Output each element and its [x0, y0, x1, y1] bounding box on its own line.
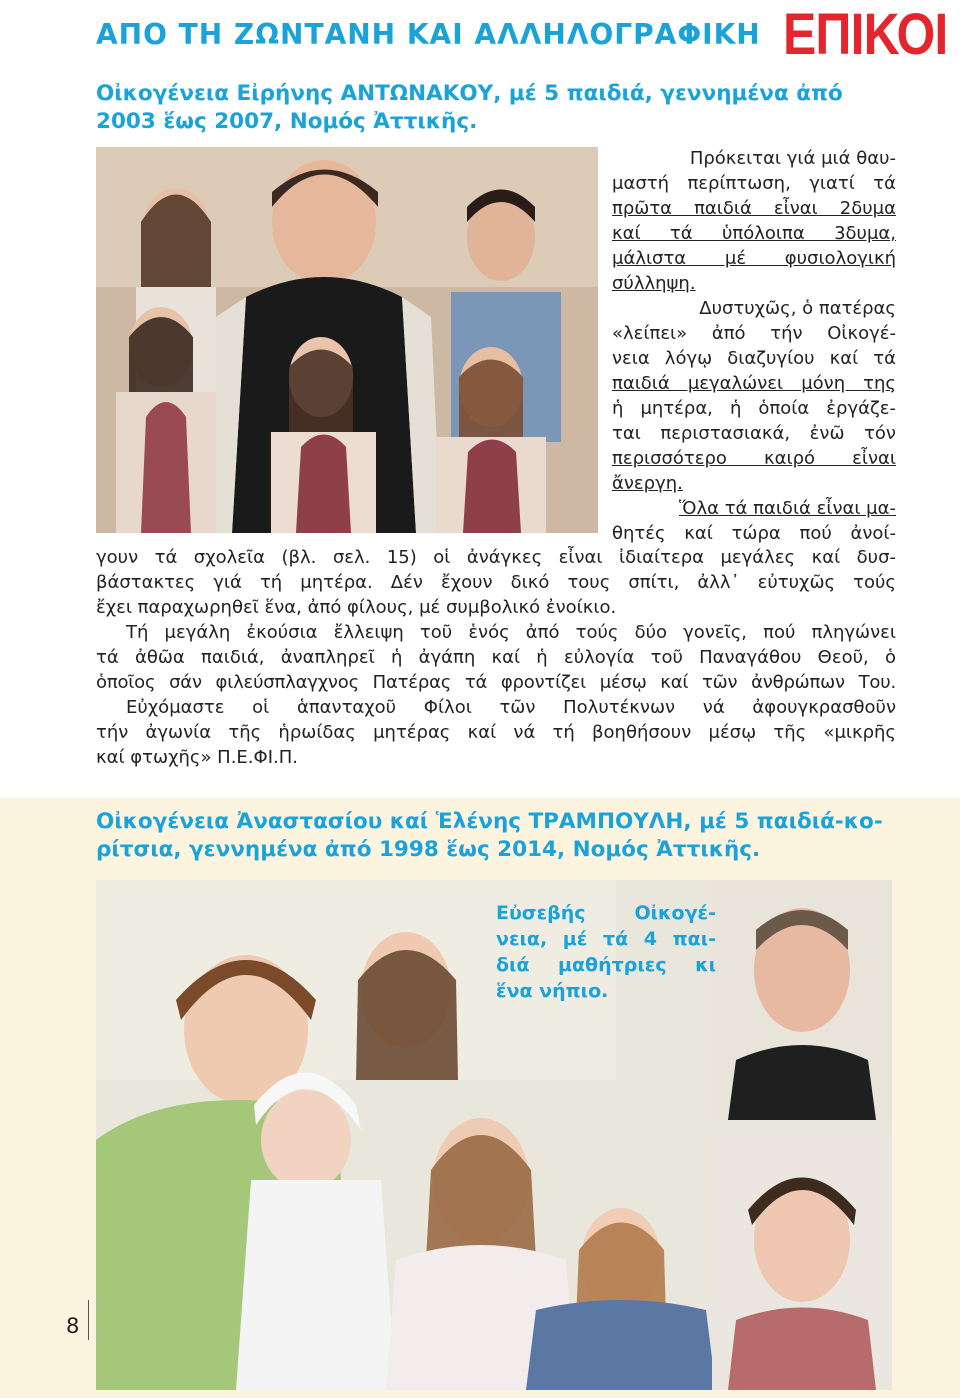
body-line: Τή μεγάλη ἐκούσια ἔλλειψη τοῦ ἑνός ἀπό τούς δύο γονεῖς, πού πληγώνει: [126, 622, 896, 643]
body-line: βάστακτες γιά τή μητέρα. Δέν ἔχουν δικό τους σπίτι, ἀλλ᾽ εὐτυχῶς τούς: [96, 572, 896, 593]
side-line: ται περιστασιακά, ἐνῶ τόν: [612, 423, 896, 444]
side-line: παιδιά μεγαλώνει μόνη της: [612, 373, 896, 394]
side-line: ἄνεργη.: [612, 473, 683, 494]
side-line: Δυστυχῶς, ὁ πατέρας: [699, 298, 896, 319]
body-line: τήν ἀγωνία τῆς ἡρωίδας μητέρας καί νά τή βοηθήσουν μέσῳ τῆς «μικρῆς: [96, 722, 896, 743]
magazine-logo: [783, 2, 953, 67]
family-2-caption: [496, 900, 716, 1004]
side-line: μαστή περίπτωση, γιατί τά: [612, 173, 896, 194]
side-line: περισσότερο καιρό εἶναι: [612, 448, 896, 469]
family-1-photo: [96, 147, 598, 533]
side-line: καί τά ὑπόλοιπα 3δυμα,: [612, 223, 896, 244]
body-line: Εὐχόμαστε οἱ ἁπανταχοῦ Φίλοι τῶν Πολυτέκνων νά ἀφουγκρασθοῦν: [126, 697, 896, 718]
body-line: ἔχει παραχωρηθεῖ ἕνα, ἀπό φίλους, μέ συμβολικό ἐνοίκιο.: [96, 597, 617, 618]
caption-line: διά μαθήτριες κι: [496, 954, 716, 976]
side-line: «λείπει» ἀπό τήν Οἰκογέ-: [612, 323, 896, 344]
caption-line: νεια, μέ τά 4 παι-: [496, 928, 716, 950]
family-1-photo-art: [96, 147, 598, 533]
caption-line: Εὐσεβής Οἰκογέ-: [496, 902, 716, 924]
side-line: σύλληψη.: [612, 273, 696, 294]
body-line: ὁποῖος σάν φιλεύσπλαγχνος Πατέρας τά φροντίζει μέσῳ καί τῶν ἀνθρώπων Του.: [96, 672, 896, 693]
side-line: νεια λόγῳ διαζυγίου καί τά: [612, 348, 896, 369]
family-1-side-text: [612, 146, 896, 546]
body-line: καί φτωχῆς» Π.Ε.ΦΙ.Π.: [96, 747, 298, 768]
page-number: 8: [66, 1314, 80, 1338]
family-2-photo: [96, 880, 892, 1390]
family-2-photo-art: [96, 880, 892, 1390]
side-line: πρῶτα παιδιά εἶναι 2δυμα: [612, 198, 896, 219]
page-number-rule: [88, 1300, 89, 1340]
side-line: Ὅλα τά παιδιά εἶναι μα-: [679, 498, 896, 519]
body-line: τά ἀθῶα παιδιά, ἀναπληρεῖ ἡ ἀγάπη καί ἡ εὐλογία τοῦ Παναγάθου Θεοῦ, ὁ: [96, 647, 896, 668]
caption-line: ἕνα νήπιο.: [496, 980, 609, 1002]
side-line: μάλιστα μέ φυσιολογική: [612, 248, 896, 269]
section-header: ΑΠΟ ΤΗ ΖΩΝΤΑΝΗ ΚΑΙ ΑΛΛΗΛΟΓΡΑΦΙΚΗ: [96, 18, 761, 51]
family-1-title: Οἰκογένεια Εἰρήνης ΑΝΤΩΝΑΚΟΥ, μέ 5 παιδιά, γεννημένα ἀπό 2003 ἕως 2007, Νομός Ἀττικῆς.: [96, 81, 843, 134]
body-line: γουν τά σχολεῖα (βλ. σελ. 15) οἱ ἀνάγκες εἶναι ἰδιαίτερα μεγάλες καί δυσ-: [96, 547, 896, 568]
side-line: ἡ μητέρα, ἡ ὁποία ἐργάζε-: [612, 398, 896, 419]
side-line: Πρόκειται γιά μιά θαυ-: [689, 148, 896, 169]
logo-text: ΕΠΙΚΟΙ: [783, 2, 948, 67]
side-line: θητές καί τώρα πού ἀνοί-: [612, 523, 896, 544]
family-2-title: Οἰκογένεια Ἀναστασίου καί Ἑλένης ΤΡΑΜΠΟΥΛΗ, μέ 5 παιδιά-κο-ρίτσια, γεννημένα ἀπό 1998 ἕως 2014, Νομός Ἀττικῆς.: [96, 809, 883, 862]
family-1-body-text: [96, 545, 896, 770]
